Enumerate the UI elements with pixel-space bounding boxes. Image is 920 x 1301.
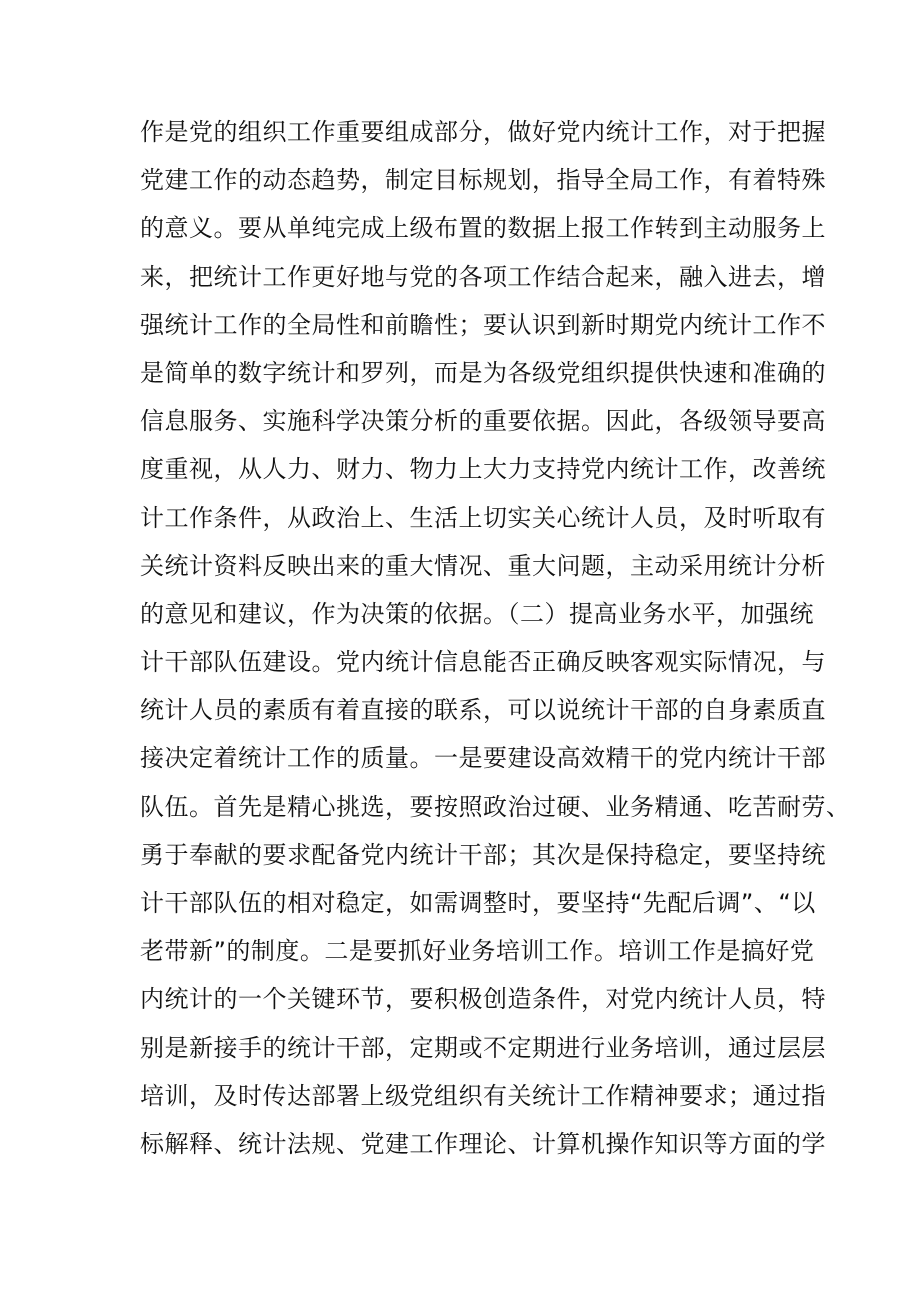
text-line: 信息服务、实施科学决策分析的重要依据。因此，各级领导要高 bbox=[140, 407, 826, 436]
text-line: 强统计工作的全局性和前瞻性；要认识到新时期党内统计工作不 bbox=[140, 310, 826, 339]
text-line: 计干部队伍建设。党内统计信息能否正确反映客观实际情况，与 bbox=[140, 648, 826, 677]
text-line: 党建工作的动态趋势，制定目标规划，指导全局工作，有着特殊 bbox=[140, 166, 826, 195]
text-line: 计工作条件，从政治上、生活上切实关心统计人员，及时听取有 bbox=[140, 503, 826, 532]
body-text bbox=[140, 108, 851, 1168]
text-line: 的意见和建议，作为决策的依据。（二）提高业务水平，加强统 bbox=[140, 599, 814, 628]
text-line: 是简单的数字统计和罗列，而是为各级党组织提供快速和准确的 bbox=[140, 358, 826, 387]
text-line: 作是党的组织工作重要组成部分，做好党内统计工作，对于把握 bbox=[140, 118, 826, 146]
text-line: 队伍。首先是精心挑选，要按照政治过硬、业务精通、吃苦耐劳、 bbox=[140, 792, 851, 821]
text-line: 别是新接手的统计干部，定期或不定期进行业务培训，通过层层 bbox=[140, 1033, 826, 1062]
text-line: 老带新”的制度。二是要抓好业务培训工作。培训工作是搞好党 bbox=[140, 937, 815, 966]
text-line: 勇于奉献的要求配备党内统计干部；其次是保持稳定，要坚持统 bbox=[140, 840, 826, 869]
text-line: 标解释、统计法规、党建工作理论、计算机操作知识等方面的学 bbox=[140, 1129, 826, 1158]
text-line: 培训，及时传达部署上级党组织有关统计工作精神要求；通过指 bbox=[140, 1081, 826, 1110]
text-line: 来，把统计工作更好地与党的各项工作结合起来，融入进去，增 bbox=[140, 262, 826, 291]
text-line: 度重视，从人力、财力、物力上大力支持党内统计工作，改善统 bbox=[140, 455, 826, 484]
text-line: 关统计资料反映出来的重大情况、重大问题，主动采用统计分析 bbox=[140, 551, 826, 580]
text-line: 接决定着统计工作的质量。一是要建设高效精干的党内统计干部 bbox=[140, 744, 826, 773]
text-line: 内统计的一个关键环节，要积极创造条件，对党内统计人员，特 bbox=[140, 985, 826, 1014]
text-line: 的意义。要从单纯完成上级布置的数据上报工作转到主动服务上 bbox=[140, 214, 826, 243]
text-line: 计干部队伍的相对稳定，如需调整时，要坚持“先配后调”、“以 bbox=[140, 889, 816, 917]
text-line: 统计人员的素质有着直接的联系，可以说统计干部的自身素质直 bbox=[140, 696, 826, 725]
